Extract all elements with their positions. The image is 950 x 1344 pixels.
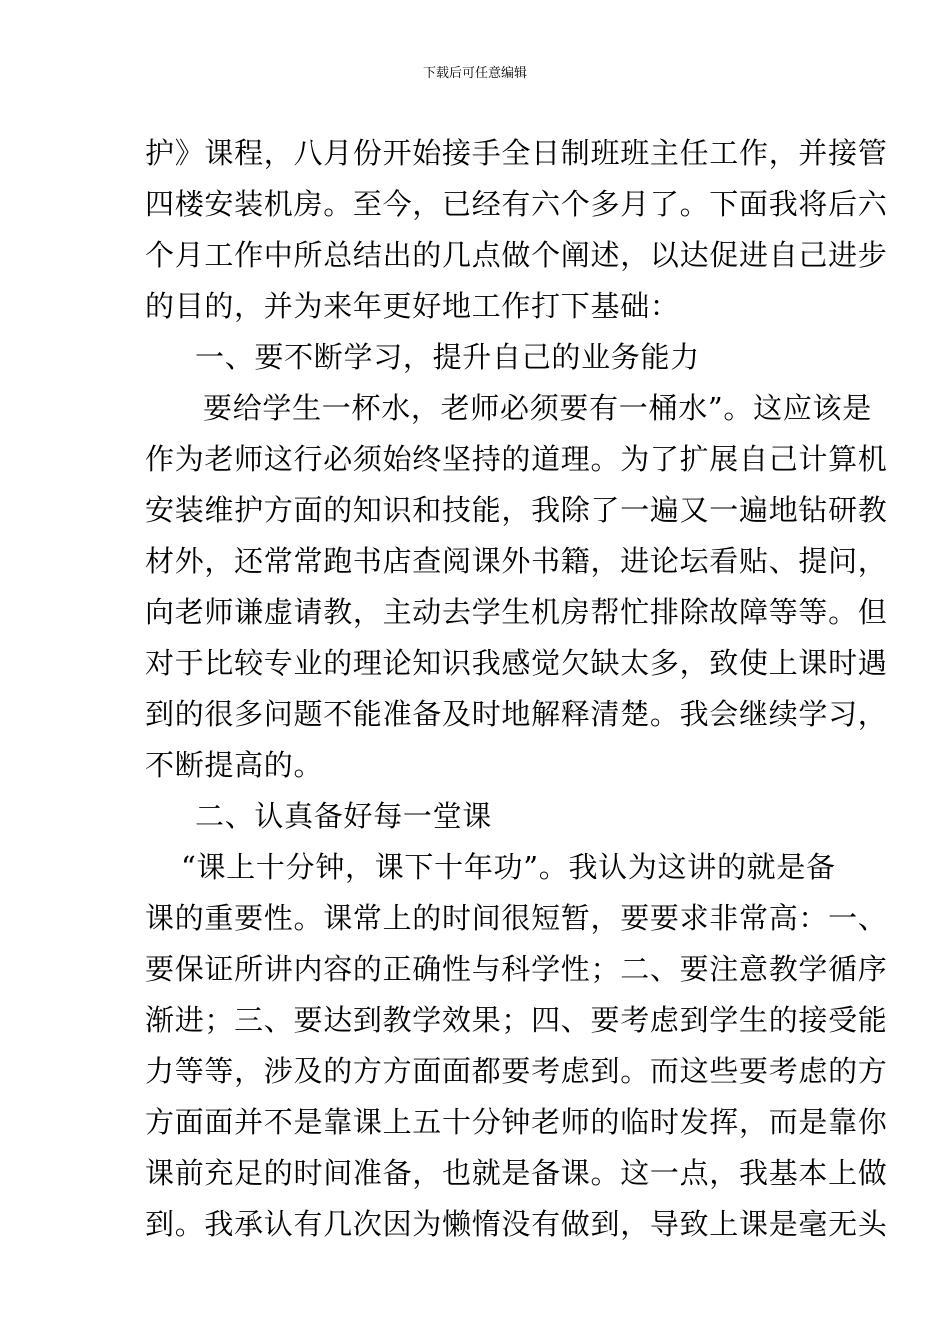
paragraph-line: 课前充足的时间准备，也就是备课。这一点，我基本上做 (145, 1156, 888, 1190)
paragraph-line: 的目的，并为来年更好地工作打下基础： (145, 289, 680, 323)
paragraph-line: “课上十分钟，课下十年功”。我认为这讲的就是备 (181, 850, 836, 884)
paragraph-line: 材外，还常常跑书店查阅课外书籍，进论坛看贴、提问， (145, 544, 888, 578)
section-heading: 一、要不断学习，提升自己的业务能力 (195, 340, 700, 374)
paragraph-line: 到的很多问题不能准备及时地解释清楚。我会继续学习， (145, 697, 888, 731)
paragraph-line: 课的重要性。课常上的时间很短暂，要要求非常高：一、 (145, 901, 888, 935)
paragraph-line: 到。我承认有几次因为懒惰没有做到，导致上课是毫无头 (145, 1207, 888, 1241)
paragraph-line: 作为老师这行必须始终坚持的道理。为了扩展自己计算机 (145, 442, 888, 476)
paragraph-line: 渐进；三、要达到教学效果；四、要考虑到学生的接受能 (145, 1003, 888, 1037)
paragraph-line: 对于比较专业的理论知识我感觉欠缺太多，致使上课时遇 (145, 646, 888, 680)
section-heading: 二、认真备好每一堂课 (195, 799, 493, 833)
paragraph-line: 要保证所讲内容的正确性与科学性；二、要注意教学循序 (145, 952, 888, 986)
paragraph-line: 力等等，涉及的方方面面都要考虑到。而这些要考虑的方 (145, 1054, 888, 1088)
paragraph-line: 要给学生一杯水，老师必须要有一桶水”。这应该是 (203, 391, 872, 425)
page-header: 下载后可任意编辑 (422, 66, 527, 81)
paragraph-line: 四楼安装机房。至今，已经有六个多月了。下面我将后六 (145, 187, 888, 221)
paragraph-line: 安装维护方面的知识和技能，我除了一遍又一遍地钻研教 (145, 493, 888, 527)
paragraph-line: 个月工作中所总结出的几点做个阐述，以达促进自己进步 (145, 238, 888, 272)
paragraph-line: 不断提高的。 (145, 748, 324, 782)
document-body (145, 128, 888, 1250)
paragraph-line: 方面面并不是靠课上五十分钟老师的临时发挥，而是靠你 (145, 1105, 888, 1139)
paragraph-line: 向老师谦虚请教，主动去学生机房帮忙排除故障等等。但 (145, 595, 888, 629)
paragraph-line: 护》课程，八月份开始接手全日制班班主任工作，并接管 (145, 136, 888, 170)
